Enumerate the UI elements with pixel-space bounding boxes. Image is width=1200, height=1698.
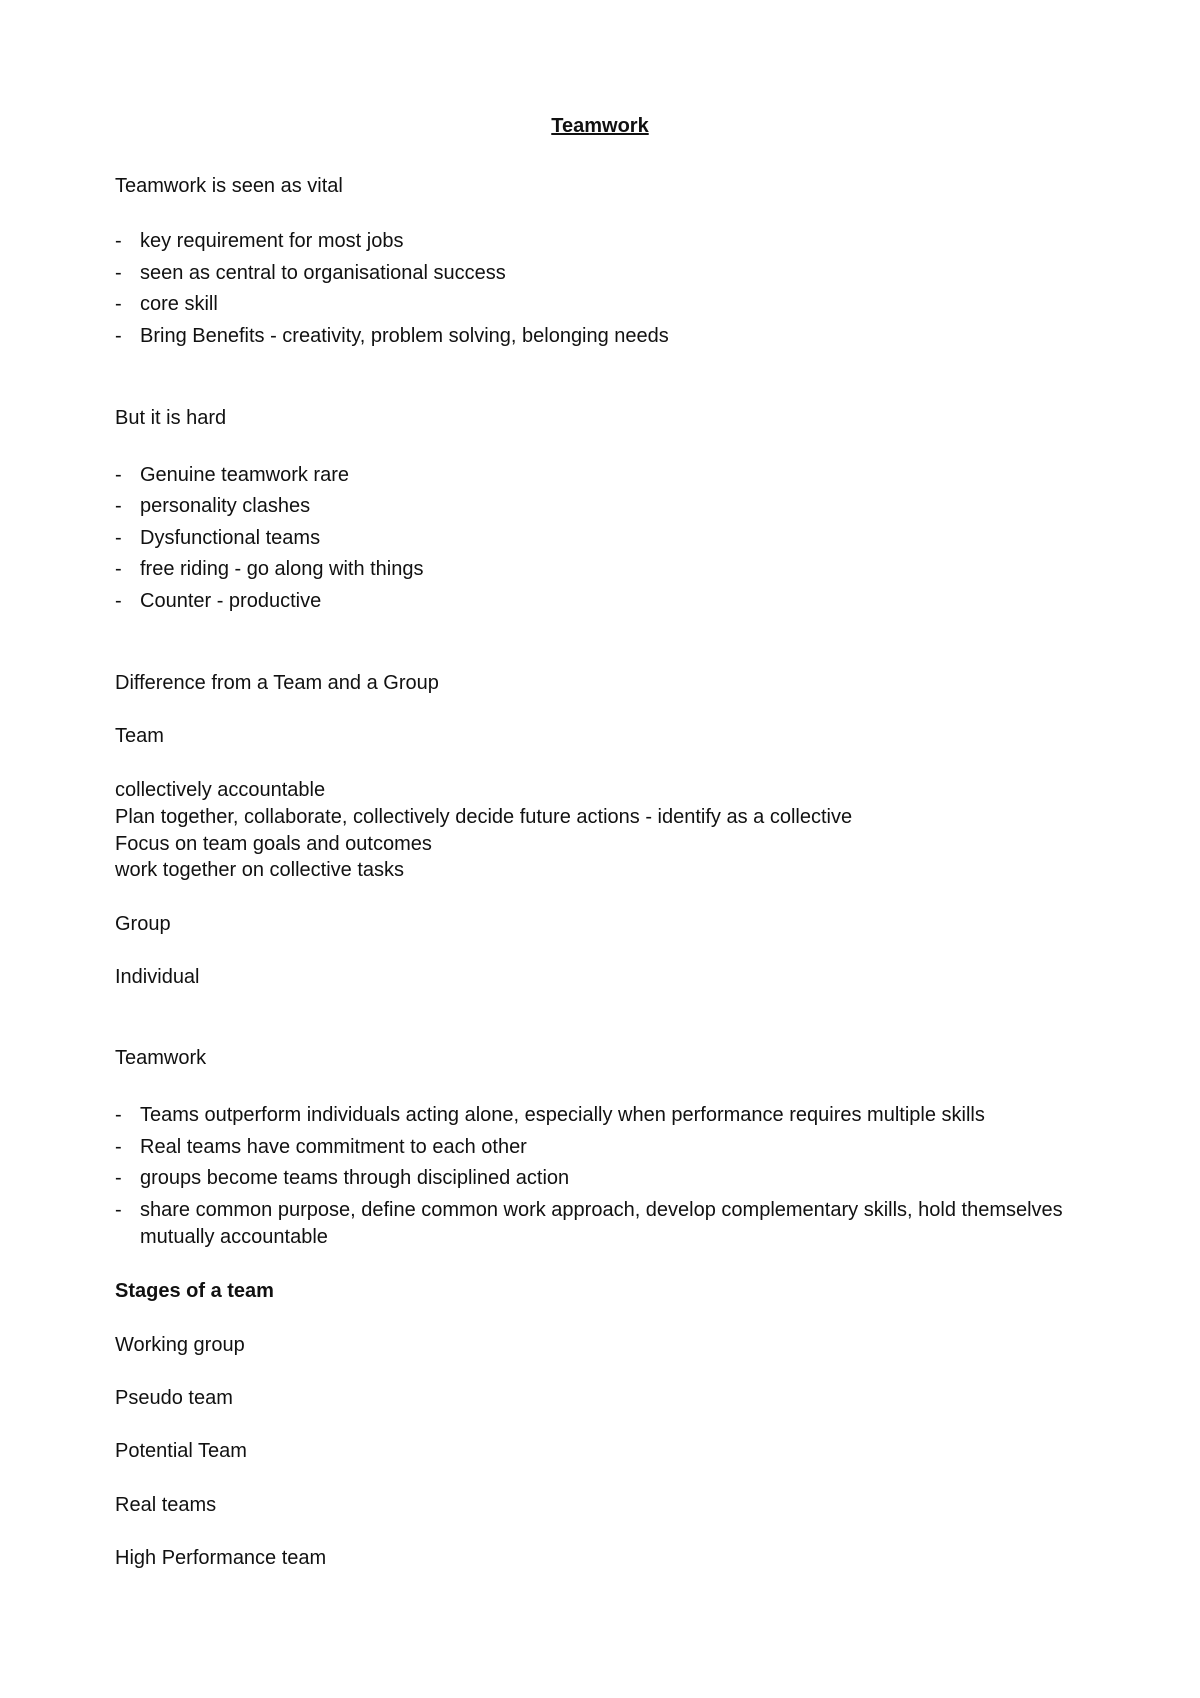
group-label: Group: [115, 913, 171, 935]
list-item: [115, 1134, 527, 1160]
stage-item: Real teams: [115, 1494, 217, 1516]
section-heading-teamwork: Teamwork: [115, 1047, 207, 1069]
team-line: Focus on team goals and outcomes: [115, 833, 432, 855]
list-item: [115, 525, 320, 551]
bullet-marker: -: [115, 527, 122, 549]
bullet-marker: -: [115, 262, 122, 284]
bullet-marker: -: [115, 325, 122, 347]
list-item: [115, 323, 669, 349]
list-item-text: key requirement for most jobs: [140, 230, 404, 252]
list-item-text: share common purpose, define common work approach, develop complementary skills, hold themselves mutually accountable: [140, 1199, 1063, 1248]
list-item-text: seen as central to organisational success: [140, 262, 506, 284]
team-line: Plan together, collaborate, collectively decide future actions - identify as a collective: [115, 806, 853, 828]
list-item-text: Genuine teamwork rare: [140, 464, 349, 486]
bullet-marker: -: [115, 230, 122, 252]
list-item: [115, 493, 310, 519]
list-item: [115, 1165, 569, 1191]
list-item-text: Real teams have commitment to each other: [140, 1136, 527, 1158]
list-item: [115, 556, 424, 582]
list-item-text: Counter - productive: [140, 590, 322, 612]
list-item-text: Teams outperform individuals acting alone, especially when performance requires multiple skills: [140, 1104, 985, 1126]
stage-item: High Performance team: [115, 1547, 327, 1569]
bullet-marker: -: [115, 495, 122, 517]
list-item: [115, 228, 403, 254]
bullet-marker: -: [115, 1104, 122, 1126]
section-heading-difference: Difference from a Team and a Group: [115, 672, 439, 694]
bullet-marker: -: [115, 1167, 122, 1189]
list-item: [115, 462, 349, 488]
team-line: work together on collective tasks: [115, 859, 405, 881]
stage-item: Pseudo team: [115, 1387, 233, 1409]
bullet-marker: -: [115, 293, 122, 315]
list-item-text: core skill: [140, 293, 218, 315]
list-item: [115, 260, 506, 286]
stage-item: Working group: [115, 1334, 245, 1356]
stage-item: Potential Team: [115, 1440, 247, 1462]
group-line: Individual: [115, 966, 200, 988]
bullet-marker: -: [115, 590, 122, 612]
section-heading-vital: Teamwork is seen as vital: [115, 175, 343, 197]
team-label: Team: [115, 725, 164, 747]
bullet-marker: -: [115, 1136, 122, 1158]
list-item-text: Bring Benefits - creativity, problem solving, belonging needs: [140, 325, 669, 347]
section-heading-stages: Stages of a team: [115, 1280, 274, 1302]
list-item: [115, 1102, 985, 1128]
bullet-marker: -: [115, 1199, 122, 1221]
bullet-marker: -: [115, 558, 122, 580]
list-item-text: groups become teams through disciplined action: [140, 1167, 570, 1189]
list-item: [115, 1197, 1115, 1251]
list-item-text: Dysfunctional teams: [140, 527, 321, 549]
list-item-text: personality clashes: [140, 495, 311, 517]
section-heading-hard: But it is hard: [115, 407, 227, 429]
list-item-text: free riding - go along with things: [140, 558, 424, 580]
team-line: collectively accountable: [115, 779, 326, 801]
bullet-marker: -: [115, 464, 122, 486]
list-item: [115, 588, 321, 614]
list-item: [115, 291, 218, 317]
document-title: Teamwork: [551, 115, 649, 137]
